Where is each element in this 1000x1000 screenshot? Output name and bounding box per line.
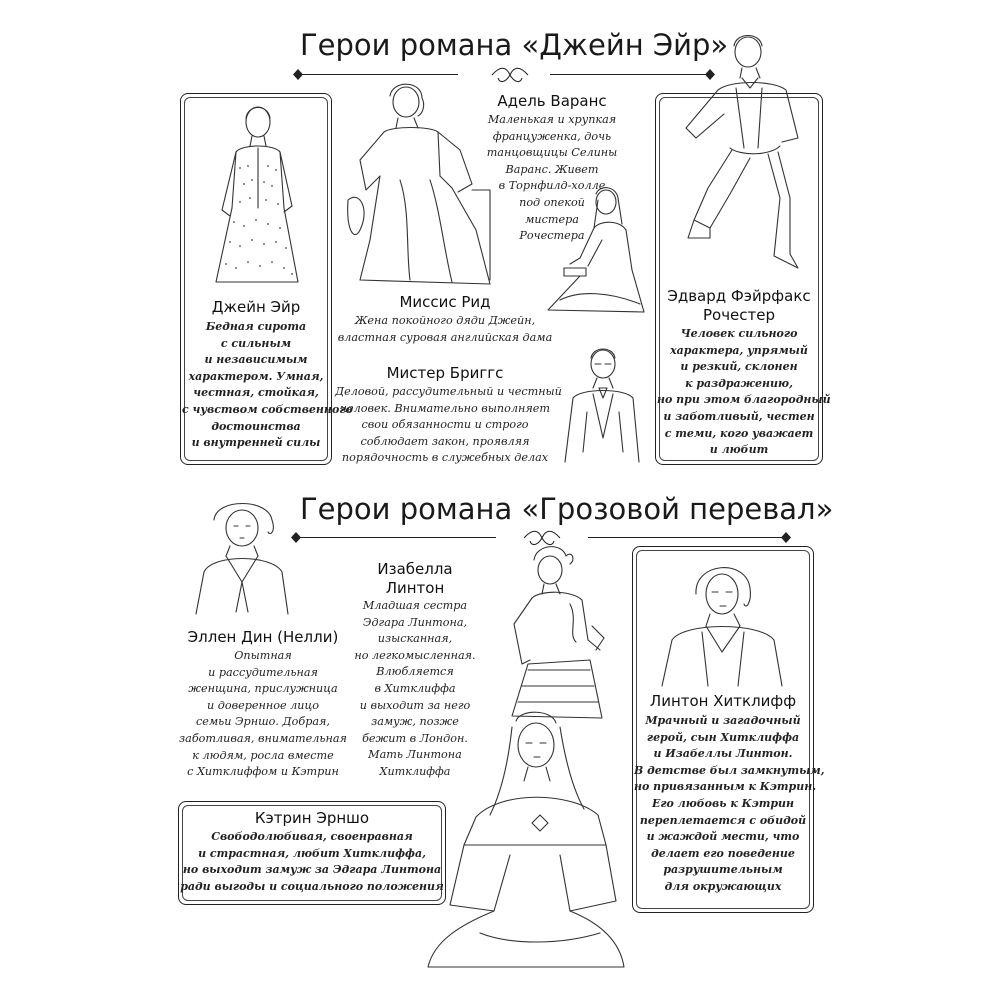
text-line: и любит — [709, 443, 769, 457]
text-line: порядочность в служебных делах — [341, 451, 549, 465]
text-line: мистера — [525, 212, 579, 226]
isabella-linton-illustration — [492, 540, 622, 720]
rochester-description — [657, 326, 831, 459]
text-line: Жена покойного дяди Джейн, — [354, 314, 536, 327]
heading-rule-left — [300, 74, 458, 75]
text-line: с теми, кого уважает — [664, 426, 814, 440]
linton-heathcliff-name: Линтон Хитклифф — [649, 692, 797, 710]
heading-rule-right — [588, 537, 784, 538]
text-line: но легкомысленная. — [354, 648, 476, 662]
name-line: Эдвард Фэйрфакс — [667, 287, 811, 305]
text-line: соблюдает закон, проявляя — [360, 434, 530, 448]
text-line: разрушительным — [663, 863, 783, 877]
text-line: но при этом благородный — [657, 393, 831, 407]
text-line: Хитклиффа — [379, 764, 451, 778]
linton-heathcliff-description — [634, 713, 825, 896]
text-line: характером. Умная, — [188, 369, 324, 383]
text-line: и Изабеллы Линтон. — [653, 747, 793, 761]
text-line: свои обязанности и строго — [361, 418, 529, 432]
text-line: характера, упрямый — [670, 343, 808, 357]
name-line: Рочестер — [702, 306, 776, 324]
text-line: замуж, позже — [371, 715, 459, 729]
mister-briggs-illustration — [553, 342, 653, 467]
text-line: В детстве был замкнутым, — [634, 763, 825, 777]
text-line: человек. Внимательно выполняет — [340, 401, 550, 415]
text-line: Рочестера — [519, 229, 585, 243]
text-line: и страстная, любит Хитклиффа, — [198, 846, 426, 860]
text-line: семьи Эрншо. Добрая, — [195, 715, 330, 729]
adele-varans-name: Адель Варанс — [497, 92, 607, 110]
text-line: честная, стойкая, — [193, 386, 319, 400]
text-line: заботливая, внимательная — [179, 731, 347, 745]
text-line: с Хитклиффом и Кэтрин — [187, 765, 339, 779]
text-line: Эдгара Линтона, — [362, 615, 468, 629]
text-line: и внутренней силы — [191, 436, 321, 450]
text-line: для окружающих — [664, 879, 782, 893]
name-line: Изабелла — [377, 560, 453, 578]
text-line: и независимым — [204, 353, 308, 367]
missis-rid-name: Миссис Рид — [399, 293, 491, 311]
ellen-dean-description — [178, 648, 348, 781]
text-line: делает его поведение — [651, 846, 795, 860]
text-line: танцовщицы Селины — [486, 146, 618, 160]
text-line: Свободолюбивая, своенравная — [211, 830, 413, 843]
text-line: Его любовь к Кэтрин — [651, 796, 795, 810]
text-line: Влюбляется — [376, 665, 454, 679]
text-line: и жаждой мести, что — [646, 830, 800, 844]
rule-end-diamond-left — [293, 69, 303, 80]
text-line: под опекой — [519, 195, 585, 209]
section-heading-wuthering-heights: Герои романа «Грозовой перевал» — [300, 492, 834, 526]
text-line: Мрачный и загадочный — [645, 714, 801, 727]
text-line: Мать Линтона — [368, 748, 462, 762]
text-line: Бедная сирота — [205, 320, 307, 333]
text-line: бежит в Лондон. — [362, 731, 468, 745]
text-line: Варанс. Живет — [505, 162, 599, 176]
text-line: и резкий, склонен — [680, 360, 798, 374]
jane-eyre-illustration — [200, 98, 315, 293]
text-line: и заботливый, честен — [663, 409, 815, 423]
adele-mother-illustration — [340, 80, 500, 290]
text-line: с сильным — [220, 336, 292, 350]
text-line: к раздражению, — [685, 376, 793, 390]
catherine-earnshaw-illustration — [420, 705, 630, 973]
text-line: герой, сын Хитклиффа — [646, 730, 800, 744]
isabella-linton-name — [360, 560, 470, 598]
text-line: женщина, прислужница — [188, 682, 338, 696]
rule-end-diamond-right — [781, 532, 791, 543]
jane-eyre-description — [182, 319, 353, 452]
text-line: и рассудительная — [208, 665, 318, 679]
text-line: к людям, росла вместе — [192, 748, 334, 762]
text-line: с чувством собственного — [182, 402, 353, 416]
catherine-earnshaw-name: Кэтрин Эрншо — [254, 809, 370, 827]
text-line: властная суровая английская дама — [337, 330, 553, 344]
section-heading-jane-eyre: Герои романа «Джейн Эйр» — [300, 28, 729, 62]
text-line: в Хитклиффа — [374, 681, 456, 695]
name-line: Линтон — [385, 579, 445, 597]
text-line: но привязанным к Кэтрин. — [634, 780, 817, 794]
text-line: француженка, дочь — [492, 129, 612, 143]
adele-child-illustration — [540, 180, 650, 320]
text-line: переплетается с обидой — [639, 813, 807, 827]
text-line: и доверенное лицо — [206, 698, 320, 712]
missis-rid-description — [335, 313, 555, 346]
text-line: ради выгоды и социального положения — [180, 879, 444, 893]
ellen-dean-name: Эллен Дин (Нелли) — [187, 628, 339, 646]
text-line: Младшая сестра — [362, 599, 468, 612]
text-line: Опытная — [234, 649, 292, 662]
mister-briggs-name: Мистер Бриггс — [386, 364, 504, 382]
rochester-name — [657, 287, 821, 325]
text-line: и выходит за него — [359, 698, 471, 712]
text-line: изысканная, — [377, 632, 453, 646]
text-line: достоинства — [211, 419, 301, 433]
text-line: но выходит замуж за Эдгара Линтона — [182, 863, 442, 877]
text-line: Деловой, рассудительный и честный — [335, 385, 562, 398]
rochester-illustration — [670, 28, 820, 280]
ellen-dean-illustration — [190, 492, 295, 617]
mister-briggs-description — [335, 384, 562, 467]
text-line: в Торнфилд-холле — [498, 179, 606, 193]
text-line: Человек сильного — [680, 327, 798, 340]
text-line: Маленькая и хрупкая — [487, 113, 617, 126]
heading-rule-left — [298, 537, 496, 538]
catherine-earnshaw-description — [180, 829, 444, 895]
jane-eyre-name: Джейн Эйр — [211, 298, 301, 316]
linton-heathcliff-illustration — [648, 552, 798, 687]
